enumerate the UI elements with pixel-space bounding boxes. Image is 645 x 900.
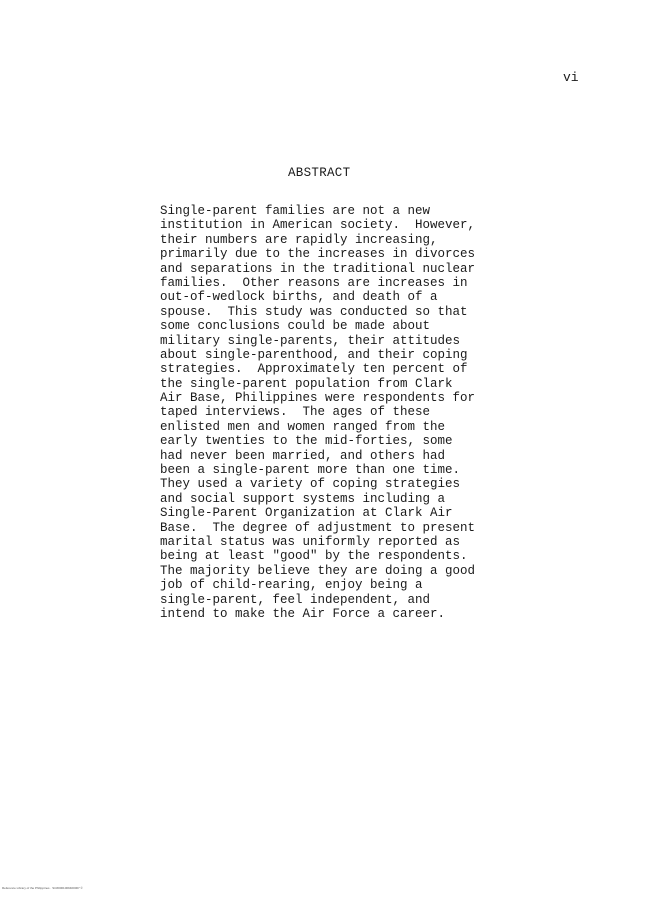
- abstract-line: had never been married, and others had: [160, 448, 446, 463]
- abstract-line: Base. The degree of adjustment to present: [160, 520, 476, 535]
- abstract-line: Single-parent families are not a new: [160, 204, 431, 218]
- abstract-line: single-parent, feel independent, and: [160, 592, 431, 607]
- abstract-line: taped interviews. The ages of these: [160, 405, 431, 420]
- abstract-title: ABSTRACT: [288, 166, 351, 180]
- abstract-line: and social support systems including a: [160, 491, 446, 506]
- abstract-line: institution in American society. However,: [160, 218, 476, 233]
- abstract-line: They used a variety of coping strategies: [160, 477, 461, 492]
- abstract-line: and separations in the traditional nuclear: [160, 261, 476, 276]
- abstract-line: spouse. This study was conducted so that: [160, 304, 468, 319]
- abstract-line: some conclusions could be made about: [160, 319, 431, 334]
- abstract-line: Single-Parent Organization at Clark Air: [160, 506, 453, 521]
- abstract-line: enlisted men and women ranged from the: [160, 419, 446, 434]
- abstract-line: The majority believe they are doing a good: [160, 563, 476, 578]
- abstract-line: families. Other reasons are increases in: [160, 275, 468, 290]
- abstract-line: strategies. Approximately ten percent of: [160, 362, 468, 377]
- abstract-line: the single-parent population from Clark: [160, 376, 453, 391]
- archive-stamp: Reference Library of the Philippines · SC#0001009400007 ©: [2, 886, 83, 890]
- page-number: vi: [563, 70, 579, 85]
- abstract-line: been a single-parent more than one time.: [160, 463, 461, 478]
- abstract-line: Air Base, Philippines were respondents for: [160, 391, 476, 406]
- abstract-line: military single-parents, their attitudes: [160, 333, 461, 348]
- abstract-line: intend to make the Air Force a career.: [160, 606, 446, 621]
- abstract-line: job of child-rearing, enjoy being a: [160, 578, 423, 593]
- abstract-line: their numbers are rapidly increasing,: [160, 232, 438, 247]
- abstract-line: out-of-wedlock births, and death of a: [160, 290, 438, 305]
- abstract-line: being at least "good" by the respondents.: [160, 549, 468, 564]
- abstract-line: about single-parenthood, and their coping: [160, 347, 468, 362]
- abstract-body: [160, 204, 540, 621]
- abstract-line: marital status was uniformly reported as: [160, 534, 461, 549]
- abstract-line: early twenties to the mid-forties, some: [160, 434, 453, 449]
- abstract-line: primarily due to the increases in divorces: [160, 247, 476, 262]
